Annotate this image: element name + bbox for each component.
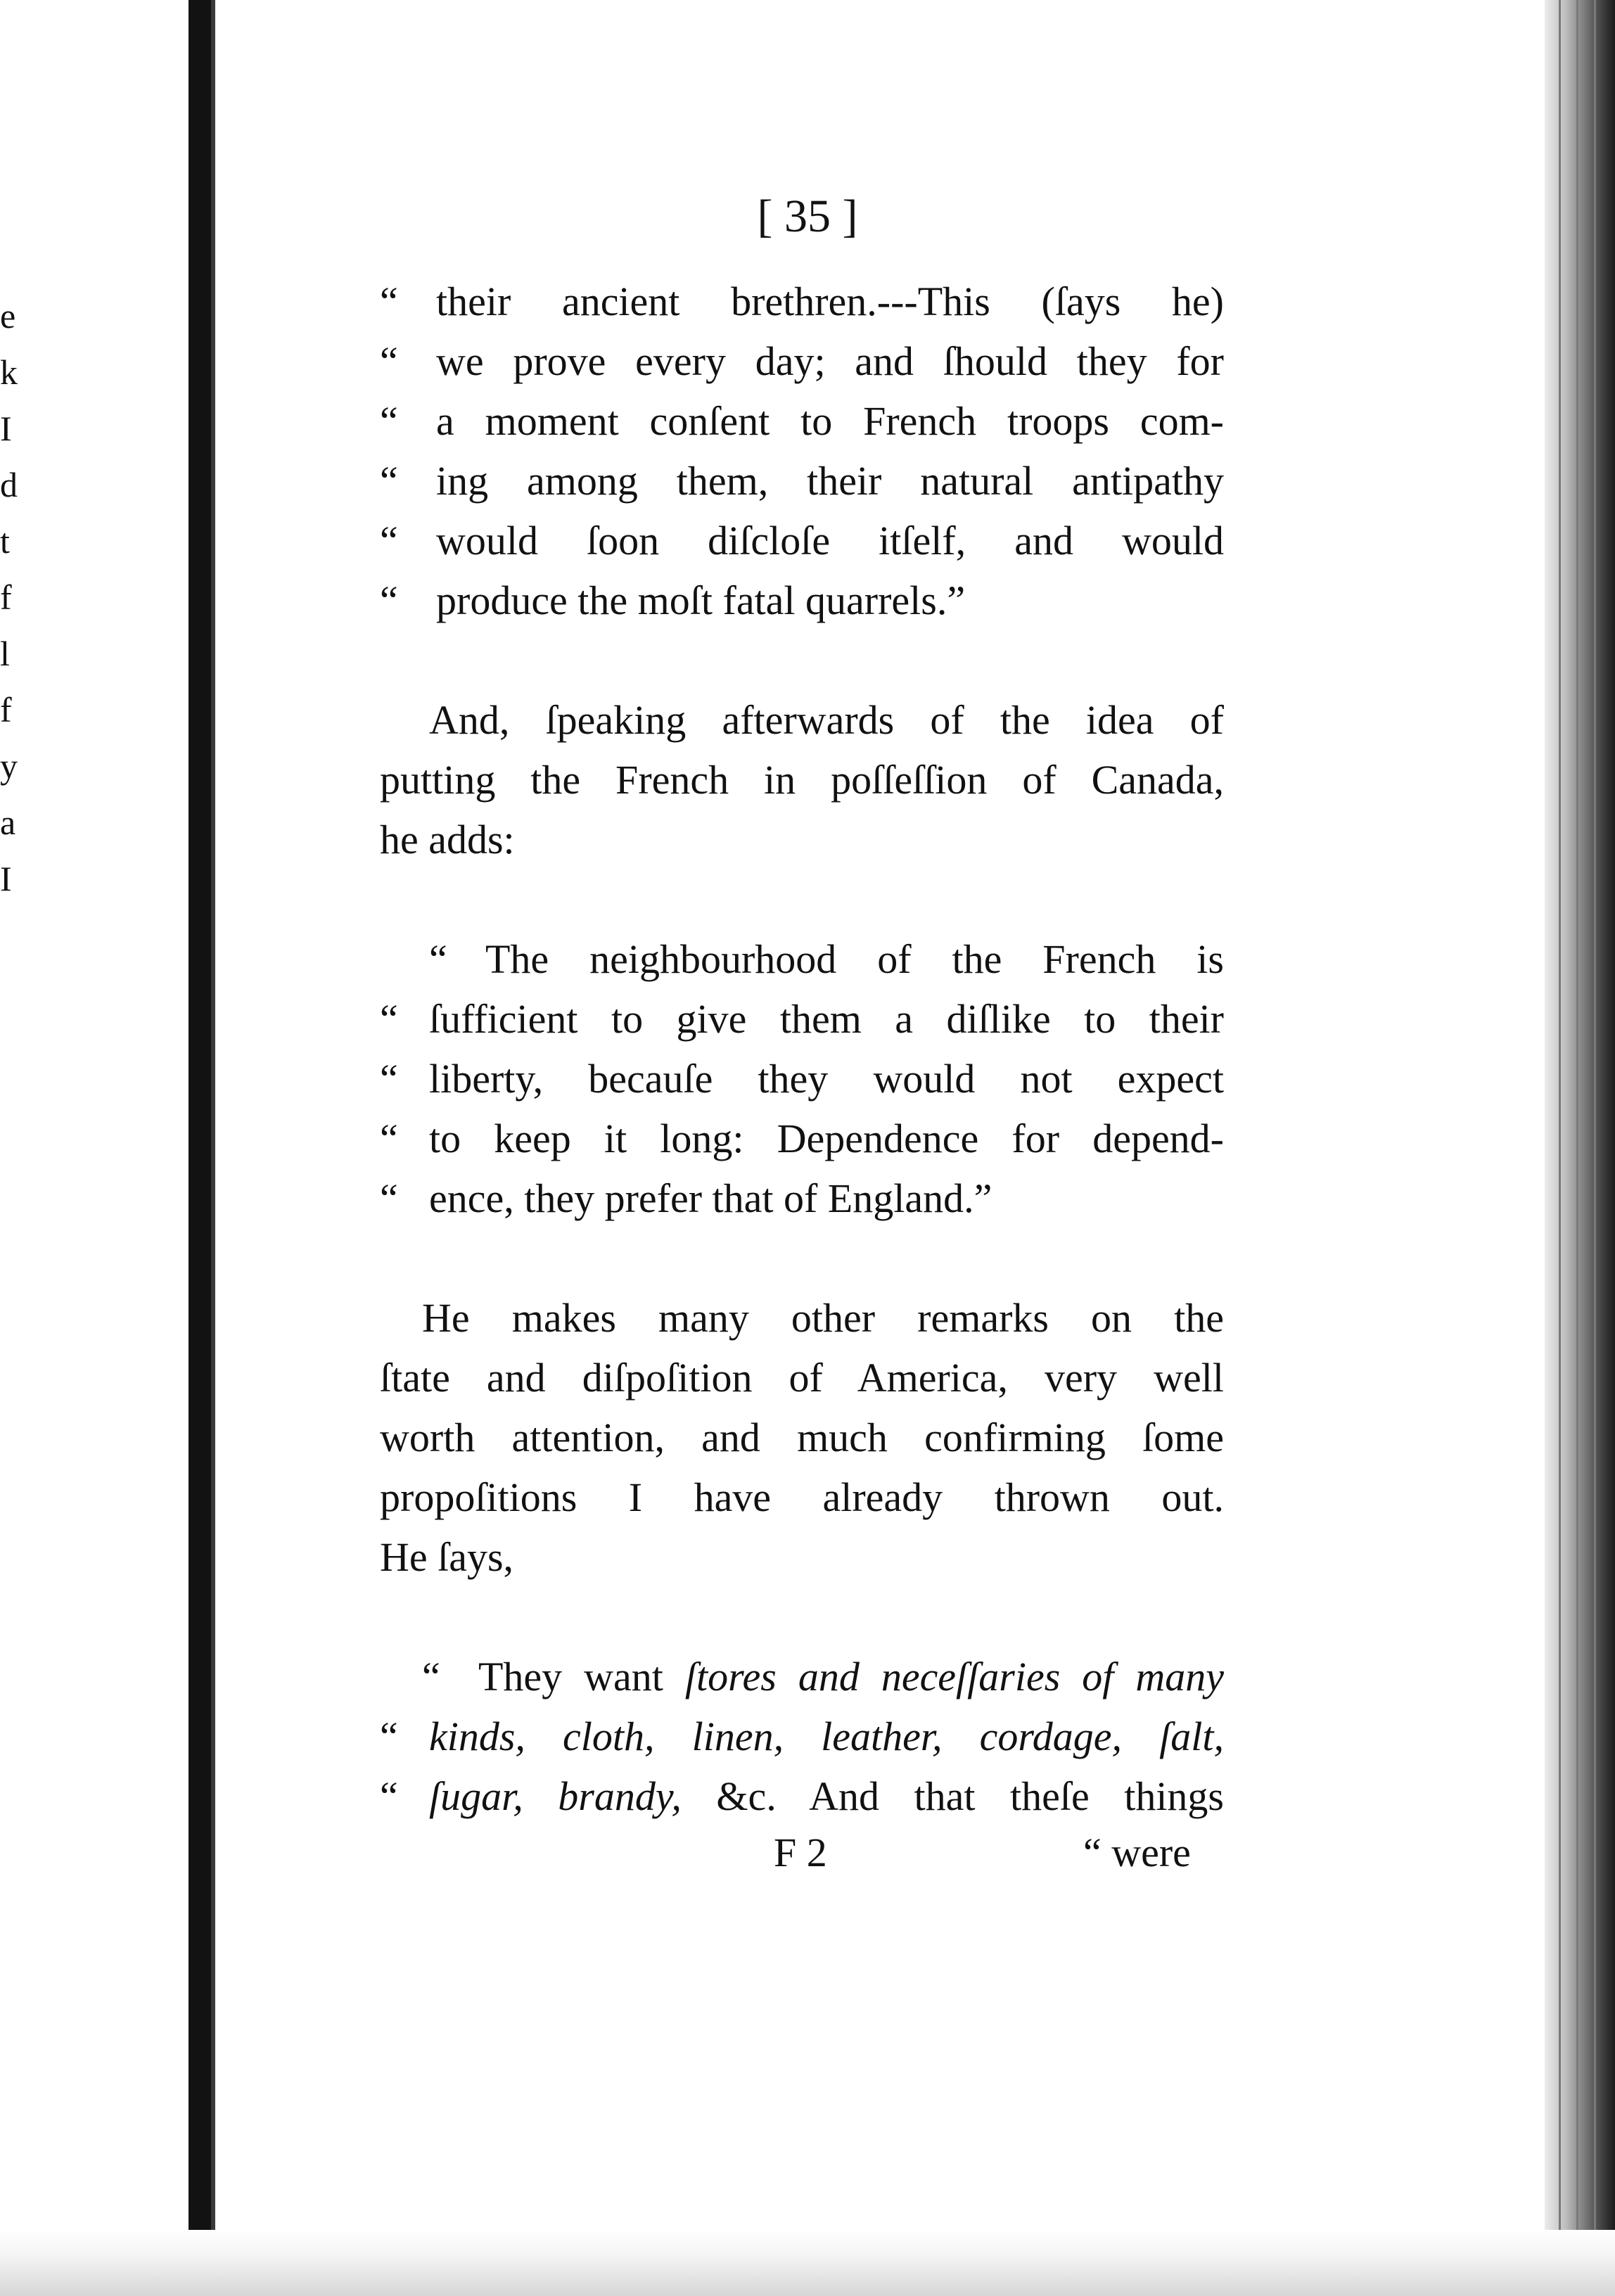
- quote-mark: “: [380, 1175, 398, 1221]
- quote-mark: “: [429, 936, 447, 982]
- quote-mark: “: [380, 279, 398, 324]
- text-line: [429, 1713, 1224, 1760]
- quote-mark: “: [380, 1116, 398, 1161]
- margin-letter: f: [0, 690, 12, 729]
- text-italic: ſtores and neceſſaries of many: [684, 1654, 1224, 1699]
- book-gutter-shadow: [211, 0, 215, 2296]
- margin-letter: d: [0, 465, 18, 504]
- text-italic: kinds, cloth, linen, leather, cordage, ſalt,: [429, 1714, 1224, 1759]
- page-edge-right: [1545, 0, 1615, 2296]
- margin-letter: l: [0, 634, 10, 673]
- text-line: would ſoon diſcloſe itſelf, and would: [436, 518, 1224, 563]
- facing-page-margin: [0, 253, 42, 1449]
- text-line: propoſitions I have already thrown out.: [380, 1474, 1224, 1520]
- margin-letter: I: [0, 859, 12, 898]
- text-line: to keep it long: Dependence for depend-: [429, 1116, 1224, 1161]
- quote-mark: “: [422, 1654, 440, 1699]
- page-edge-bottom: [0, 2230, 1615, 2296]
- text-line: And, ſpeaking afterwards of the idea of: [429, 697, 1224, 743]
- margin-letter: k: [0, 352, 18, 392]
- text-roman: &c. And that theſe things: [681, 1773, 1224, 1819]
- margin-letter: e: [0, 296, 16, 336]
- text-line: a moment conſent to French troops com-: [436, 398, 1224, 444]
- quote-mark: “: [380, 996, 398, 1042]
- quote-mark: “: [380, 338, 398, 384]
- text-line: ſufficient to give them a diſlike to their: [429, 996, 1224, 1042]
- text-line: ence, they prefer that of England.”: [429, 1175, 992, 1221]
- text-line: produce the moſt fatal quarrels.”: [436, 578, 966, 623]
- text-line: their ancient brethren.---This (ſays he): [436, 279, 1224, 324]
- text-italic: ſugar, brandy,: [429, 1773, 682, 1819]
- page-number: [ 35 ]: [757, 191, 858, 242]
- margin-letter: a: [0, 803, 16, 842]
- text-line: worth attention, and much confirming ſome: [380, 1415, 1224, 1460]
- quote-mark: “: [380, 1714, 398, 1759]
- margin-letter: I: [0, 409, 12, 448]
- catchword: “ were: [1083, 1830, 1191, 1875]
- text-line: He ſays,: [380, 1534, 514, 1580]
- signature-mark: F 2: [774, 1830, 827, 1875]
- text-line: we prove every day; and ſhould they for: [436, 338, 1224, 384]
- margin-letter: y: [0, 746, 18, 786]
- text-line: He makes many other remarks on the: [422, 1295, 1224, 1341]
- text-line: [478, 1653, 1224, 1700]
- text-line: he adds:: [380, 817, 515, 862]
- text-roman: They want: [478, 1654, 685, 1699]
- margin-letter: f: [0, 578, 12, 617]
- text-line: The neighbourhood of the French is: [485, 936, 1224, 982]
- text-line: ing among them, their natural antipathy: [436, 458, 1224, 504]
- text-line: [429, 1773, 1224, 1820]
- quote-mark: “: [380, 1773, 398, 1819]
- quote-mark: “: [380, 398, 398, 444]
- margin-letter: t: [0, 521, 10, 561]
- quote-mark: “: [380, 1056, 398, 1102]
- quote-mark: “: [380, 518, 398, 563]
- text-line: putting the French in poſſeſſion of Canada,: [380, 757, 1224, 803]
- quote-mark: “: [380, 458, 398, 504]
- text-line: liberty, becauſe they would not expect: [429, 1056, 1224, 1102]
- text-line: ſtate and diſpoſition of America, very well: [380, 1355, 1224, 1401]
- quote-mark: “: [380, 578, 398, 623]
